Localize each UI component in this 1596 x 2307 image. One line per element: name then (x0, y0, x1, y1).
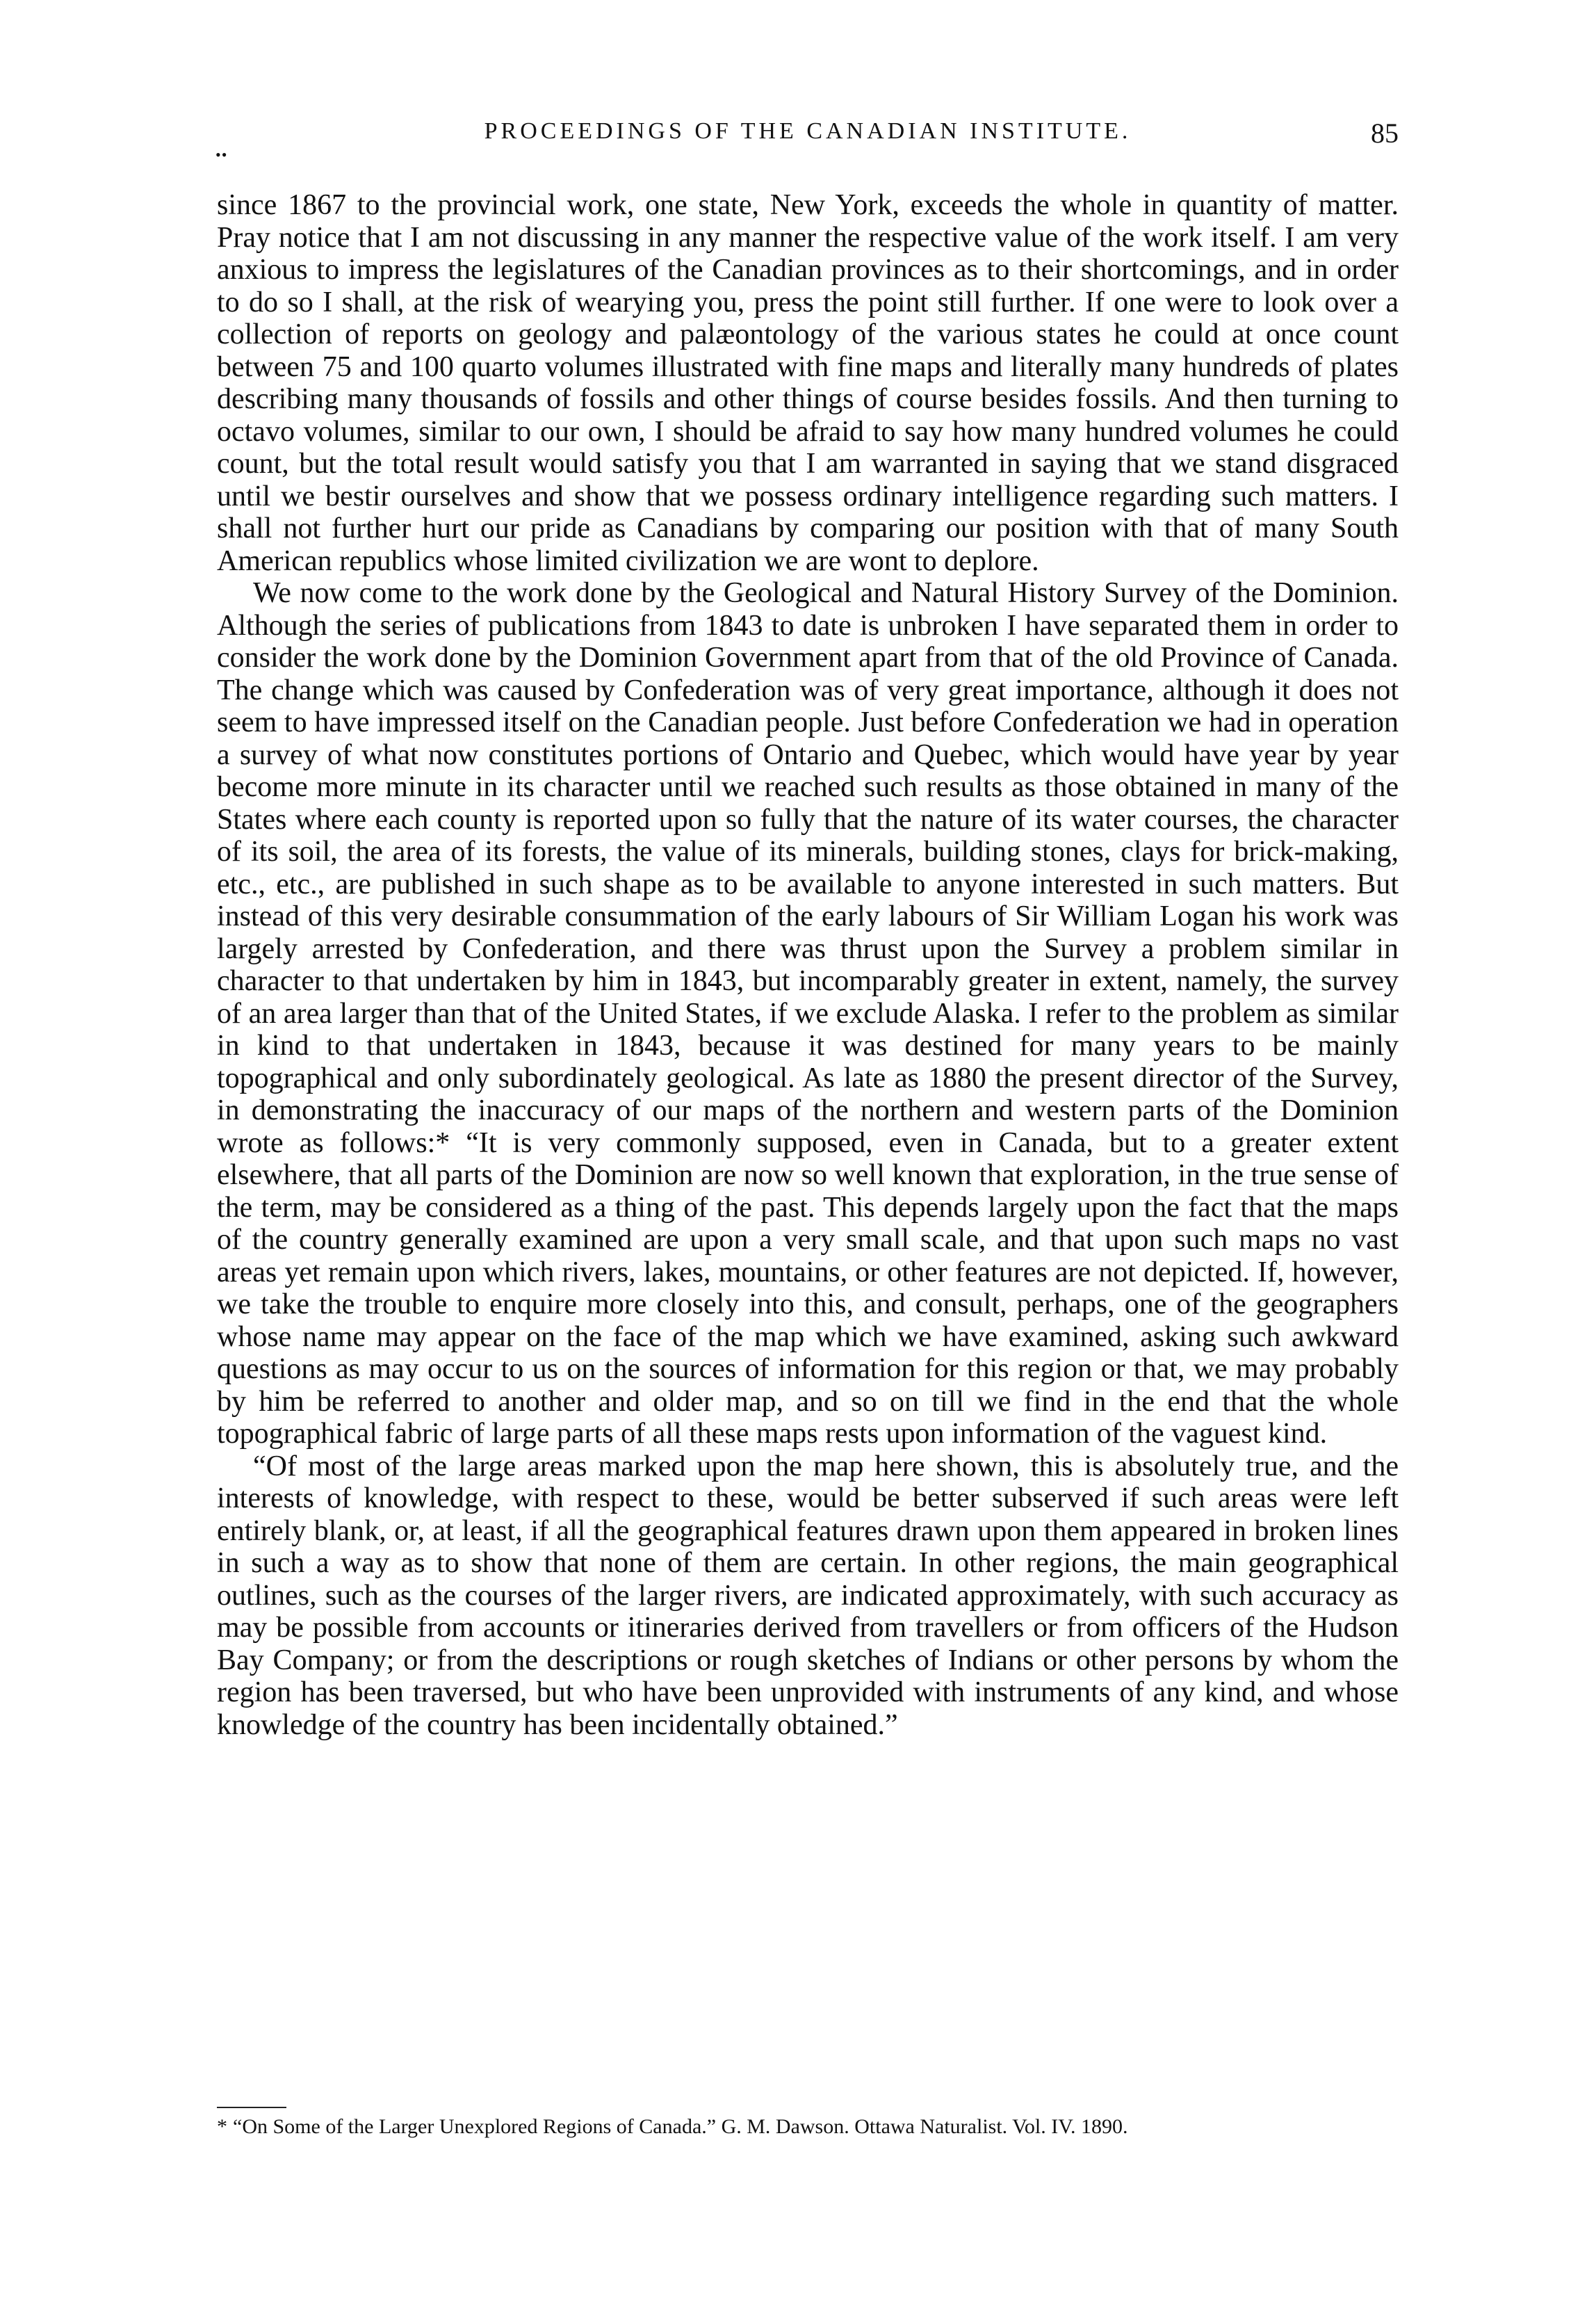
footnote-rule (217, 2107, 286, 2108)
page-header (217, 118, 1399, 160)
paragraph: since 1867 to the provincial work, one state, New York, exceeds the whole in quantity of matter. Pray notice that I am not discussing in any manner the respective value of the work itself. I am very anxious to impress the legislatures of the Canadian provinces as to their shortcomings, and in order to do so I shall, at the risk of wearying you, press the point still further. If one were to look over a collection of reports on geology and palæontology of the various states he could at once count between 75 and 100 quarto volumes illustrated with fine maps and literally many hundreds of plates describing many thousands of fossils and other things of course besides fossils. And then turning to octavo volumes, similar to our own, I should be afraid to say how many hundred volumes he could count, but the total result would satisfy you that I am warranted in saying that we stand disgraced until we bestir ourselves and show that we possess ordinary intelligence regarding such matters. I shall not further hurt our pride as Canadians by comparing our position with that of many South American republics whose limited civilization we are wont to deplore. (217, 189, 1399, 577)
ornament-mark: •• (215, 146, 228, 163)
body-text (217, 189, 1399, 1741)
footnote-text: “On Some of the Larger Unexplored Regions of Canada.” G. M. Dawson. Ottawa Naturalist. Vol. IV. 1890. (233, 2115, 1128, 2138)
paragraph: We now come to the work done by the Geological and Natural History Survey of the Dominion. Although the series of publications from 1843 to date is unbroken I have separated them in order to consider the work done by the Dominion Government apart from that of the old Province of Canada. The change which was caused by Confederation was of very great importance, although it does not seem to have impressed itself on the Canadian people. Just before Confederation we had in operation a survey of what now constitutes portions of Ontario and Quebec, which would have year by year become more minute in its character until we reached such results as those obtained in many of the States where each county is reported upon so fully that the nature of its water courses, the character of its soil, the area of its forests, the value of its minerals, building stones, clays for brick-making, etc., etc., are published in such shape as to be available to anyone interested in such matters. But instead of this very desirable consummation of the early labours of Sir William Logan his work was largely arrested by Confederation, and there was thrust upon the Survey a problem similar in character to that undertaken by him in 1843, but incomparably greater in extent, namely, the survey of an area larger than that of the United States, if we exclude Alaska. I refer to the problem as similar in kind to that undertaken in 1843, because it was destined for many years to be mainly topographical and only subordinately geological. As late as 1880 the present director of the Survey, in demonstrating the inaccuracy of our maps of the northern and western parts of the Dominion wrote as follows:* “It is very commonly supposed, even in Canada, but to a greater extent elsewhere, that all parts of the Dominion are now so well known that exploration, in the true sense of the term, may be considered as a thing of the past. This depends largely upon the fact that the maps of the country generally examined are upon a very small scale, and that upon such maps no vast areas yet remain upon which rivers, lakes, mountains, or other features are not depicted. If, however, we take the trouble to enquire more closely into this, and consult, perhaps, one of the geographers whose name may appear on the face of the map which we have examined, asking such awkward questions as may occur to us on the sources of information for this region or that, we may probably by him be referred to another and older map, and so on till we find in the end that the whole topographical fabric of large parts of all these maps rests upon information of the vaguest kind. (217, 577, 1399, 1450)
paragraph: “Of most of the large areas marked upon the map here shown, this is absolutely true, and the interests of knowledge, with respect to these, would be better subserved if such areas were left entirely blank, or, at least, if all the geographical features drawn upon them appeared in broken lines in such a way as to show that none of them are certain. In other regions, the main geographical outlines, such as the courses of the larger rivers, are indicated approximately, with such accuracy as may be possible from accounts or itineraries derived from travellers or from officers of the Hudson Bay Company; or from the descriptions or rough sketches of Indians or other persons by whom the region has been traversed, but who have been unprovided with instruments of any kind, and whose knowledge of the country has been incidentally obtained.” (217, 1450, 1399, 1741)
running-head: PROCEEDINGS OF THE CANADIAN INSTITUTE. (484, 118, 1132, 144)
footnote (217, 2114, 1399, 2140)
footnote-marker: * (217, 2115, 227, 2138)
page-number: 85 (1371, 118, 1399, 149)
